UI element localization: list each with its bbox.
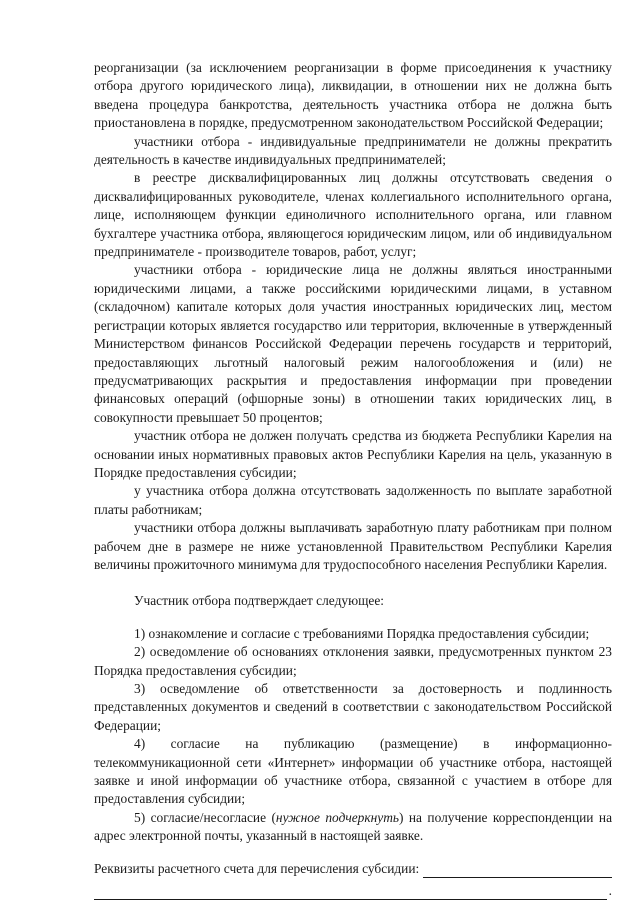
paragraph-wage-debt: у участника отбора должна отсутствовать задолженность по выплате заработной платы работникам; <box>94 483 612 517</box>
paragraph-foreign-entities: участники отбора - юридические лица не должны являться иностранными юридическими лицами, а также российскими юридическими лицами, в уставном (складочном) капитале которых доля участия иностранных юридических лиц, местом регистрации которых является государство или территория, включенные в утвержденный Министерством финансов Российской Федерации перечень государств и территорий, предоставляющих льготный налоговый режим налогообложения и (или) не предусматривающих раскрытия и предоставления информации при проведении финансовых операций (офшорные зоны) в отношении таких юридических лиц, в совокупности превышает 50 процентов; <box>94 262 612 425</box>
confirm-heading: Участник отбора подтверждает следующее: <box>134 593 385 609</box>
confirm-item-3: 3) осведомление об ответственности за достоверность и подлинность представленных документов и сведений в соответствии с законодательством Российской Федерации; <box>94 681 612 733</box>
requisites-label: Реквизиты расчетного счета для перечисления субсидии: <box>94 860 420 876</box>
confirm-item-5 <box>94 809 612 846</box>
document-body <box>94 59 612 900</box>
requisites-blank-line-2[interactable] <box>94 885 607 900</box>
item5-prefix: 5) согласие/несогласие ( <box>134 809 276 825</box>
paragraph-disqualified-registry: в реестре дисквалифицированных лиц должны отсутствовать сведения о дисквалифицированных руководителе, членах коллегиального исполнительного органа, лице, исполняющем функции единоличного исполнительного органа, или главном бухгалтере участника отбора, являющегося юридическим лицом, или об индивидуальном предпринимателе - производителе товаров, работ, услуг; <box>94 170 612 260</box>
paragraph-individual-entrepreneurs: участники отбора - индивидуальные предприниматели не должны прекратить деятельность в качестве индивидуальных предпринимателей; <box>94 133 612 168</box>
item5-suffix: ) на получение корреспонденции на адрес электронной почты, указанный в настоящей заявке. <box>94 809 613 844</box>
paragraph-reorganization: реорганизации (за исключением реорганизации в форме присоединения к участнику отбора другого юридического лица), ликвидации, в отношении них не должна быть введена процедура банкротства, деятельность участника отбора не должна быть приостановлена в порядке, предусмотренном законодательством Российской Федерации; <box>94 60 612 131</box>
requisites-end-period: . <box>608 883 612 899</box>
requisites-line-2 <box>94 882 612 900</box>
requisites-line <box>94 860 612 878</box>
confirm-item-2: 2) осведомление об основаниях отклонения заявки, предусмотренных пунктом 23 Порядка предоставления субсидии; <box>94 644 612 678</box>
paragraph-minimum-wage: участники отбора должны выплачивать заработную плату работникам при полном рабочем дне в размере не ниже установленной Правительством Республики Карелия величины прожиточного минимума для трудоспособного населения Республики Карелия. <box>94 520 612 572</box>
confirm-item-1: 1) ознакомление и согласие с требованиями Порядка предоставления субсидии; <box>134 625 590 641</box>
requisites-blank-line[interactable] <box>423 863 612 878</box>
item5-emphasis: нужное подчеркнуть <box>275 809 399 825</box>
confirm-item-4: 4) согласие на публикацию (размещение) в информационно-телекоммуникационной сети «Интернет» информации об участнике отбора, настоящей заявке и иной информации об участнике отбора, связанной с участием в отборе для предоставления субсидии; <box>94 736 612 807</box>
paragraph-budget-funds: участник отбора не должен получать средства из бюджета Республики Карелия на основании иных нормативных правовых актов Республики Карелия на цель, указанную в Порядке предоставления субсидии; <box>94 428 612 480</box>
